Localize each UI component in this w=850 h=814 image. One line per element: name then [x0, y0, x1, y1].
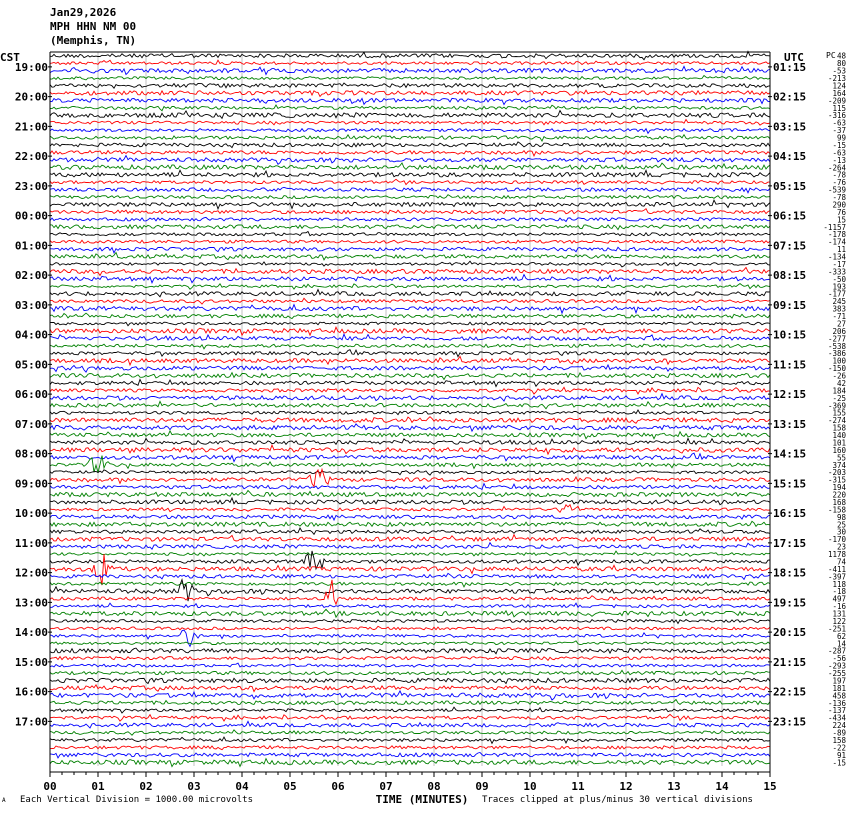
- seismic-trace: [50, 298, 770, 304]
- trace-value: -76: [832, 178, 846, 188]
- utc-hour-label: 21:15: [773, 655, 807, 669]
- trace-value: 100: [832, 356, 846, 366]
- trace-value: 98: [836, 512, 846, 522]
- utc-hour-label: 01:15: [773, 60, 807, 74]
- trace-value: -178: [827, 230, 846, 240]
- seismic-trace: [50, 90, 770, 96]
- seismic-trace: [50, 179, 770, 184]
- trace-value: -15: [832, 758, 846, 768]
- seismic-trace: [50, 290, 770, 297]
- trace-value: 30: [836, 527, 846, 537]
- cst-hour-label: 03:00: [14, 298, 48, 312]
- seismic-trace: [50, 417, 770, 424]
- seismic-trace: [50, 619, 770, 623]
- seismic-trace: [50, 76, 770, 80]
- trace-value: -287: [827, 646, 846, 656]
- seismic-trace: [50, 239, 770, 243]
- seismic-trace: [50, 528, 770, 534]
- trace-value: -63: [832, 118, 846, 128]
- seismic-trace: [50, 225, 770, 230]
- seismic-trace: [50, 394, 770, 401]
- utc-hour-label: 08:15: [773, 269, 807, 283]
- seismic-trace: [50, 641, 770, 645]
- trace-value: -89: [832, 728, 846, 738]
- seismic-trace: [50, 322, 770, 326]
- utc-hour-label: 12:15: [773, 388, 807, 402]
- cst-hour-label: 12:00: [14, 566, 48, 580]
- scale-note: Each Vertical Division = 1000.00 microvolts: [20, 795, 253, 805]
- trace-value: -264: [827, 163, 846, 173]
- seismic-trace: [50, 135, 770, 141]
- trace-value: -37: [832, 126, 846, 136]
- seismic-trace: [50, 313, 770, 318]
- seismic-trace: [50, 551, 770, 556]
- trace-value: -177: [827, 289, 846, 299]
- trace-value: 42: [836, 378, 846, 388]
- seismic-trace: [50, 730, 770, 735]
- seismic-trace: [50, 111, 770, 119]
- utc-hour-label: 03:15: [773, 120, 807, 134]
- seismic-trace: [50, 445, 770, 454]
- header-location: (Memphis, TN): [50, 34, 137, 47]
- trace-value: 160: [832, 445, 846, 455]
- trace-value: -170: [827, 535, 846, 545]
- cst-hour-labels: [15, 61, 52, 729]
- seismic-trace: [50, 678, 770, 683]
- seismic-trace: [50, 327, 770, 335]
- utc-hour-label: 20:15: [773, 626, 807, 640]
- seismic-trace: [50, 505, 770, 513]
- seismic-trace: [50, 209, 770, 214]
- seismic-trace: [50, 151, 770, 156]
- trace-value: -18: [832, 587, 846, 597]
- cst-hour-label: 00:00: [14, 209, 48, 223]
- trace-value: -539: [827, 185, 846, 195]
- utc-hour-labels: [768, 61, 806, 729]
- trace-value: 374: [832, 460, 846, 470]
- cst-hour-label: 06:00: [14, 388, 48, 402]
- left-axis-label: CST: [0, 51, 20, 64]
- trace-value: 99: [836, 133, 846, 143]
- header-station: MPH HHN NM 00: [50, 20, 137, 33]
- trace-value: -150: [827, 364, 846, 374]
- seismic-trace: [50, 379, 770, 386]
- cst-hour-label: 01:00: [14, 239, 48, 253]
- trace-value: -56: [832, 654, 846, 664]
- trace-value: -17: [832, 259, 846, 269]
- trace-value: 118: [832, 579, 846, 589]
- trace-value: -293: [827, 661, 846, 671]
- x-axis-label: TIME (MINUTES): [375, 793, 469, 806]
- seismic-trace: [50, 714, 770, 721]
- cst-hour-label: 20:00: [14, 90, 48, 104]
- utc-hour-label: 19:15: [773, 596, 807, 610]
- clip-note: Traces clipped at plus/minus 30 vertical divisions: [482, 795, 753, 805]
- seismic-trace: [50, 373, 770, 380]
- trace-value: -209: [827, 96, 846, 106]
- trace-value: -316: [827, 111, 846, 121]
- seismic-trace: [50, 603, 770, 607]
- x-tick-label: 12: [619, 780, 633, 793]
- trace-value: -369: [827, 401, 846, 411]
- cst-hour-label: 15:00: [14, 655, 48, 669]
- trace-value: 245: [832, 297, 846, 307]
- chart-frame: [50, 52, 770, 777]
- seismic-trace: [50, 691, 770, 700]
- trace-value: 206: [832, 326, 846, 336]
- trace-value: 168: [832, 497, 846, 507]
- trace-value: 155: [832, 408, 846, 418]
- x-tick-label: 10: [523, 780, 537, 793]
- seismic-trace: [50, 83, 770, 88]
- utc-hour-label: 23:15: [773, 715, 807, 729]
- trace-value: 383: [832, 304, 846, 314]
- seismic-trace: [50, 267, 770, 275]
- trace-value: 458: [832, 691, 846, 701]
- cst-hour-label: 09:00: [14, 477, 48, 491]
- seismic-trace: [50, 431, 770, 439]
- trace-value: 115: [832, 103, 846, 113]
- trace-value: -174: [827, 237, 846, 247]
- seismic-trace: [50, 247, 770, 253]
- utc-hour-label: 13:15: [773, 417, 807, 431]
- utc-hour-label: 17:15: [773, 536, 807, 550]
- trace-value: -333: [827, 267, 846, 277]
- cst-hour-label: 23:00: [14, 179, 48, 193]
- cst-hour-label: 08:00: [14, 447, 48, 461]
- seismic-trace: [50, 759, 770, 767]
- trace-value: -15: [832, 140, 846, 150]
- x-axis-ticks: [43, 780, 776, 793]
- seismic-trace: [50, 685, 770, 692]
- seismic-trace: [50, 484, 770, 490]
- trace-value: 158: [832, 423, 846, 433]
- cst-hour-label: 13:00: [14, 596, 48, 610]
- trace-value: 497: [832, 594, 846, 604]
- seismic-trace: [50, 663, 770, 667]
- trace-value: 48: [836, 51, 846, 61]
- trace-value: -277: [827, 334, 846, 344]
- trace-value: -434: [827, 713, 846, 723]
- trace-value: -251: [827, 624, 846, 634]
- seismic-trace: [50, 515, 770, 520]
- cst-hour-label: 19:00: [14, 60, 48, 74]
- seismic-trace: [50, 170, 770, 177]
- x-tick-label: 06: [331, 780, 345, 793]
- seismic-trace: [50, 707, 770, 713]
- right-axis-label: UTC: [784, 51, 804, 64]
- trace-value: 15: [836, 215, 846, 225]
- trace-value: 158: [832, 735, 846, 745]
- trace-value: 224: [832, 721, 846, 731]
- seismic-trace: [50, 582, 770, 587]
- x-tick-label: 15: [763, 780, 777, 793]
- seismic-trace: [50, 401, 770, 408]
- cst-hour-label: 05:00: [14, 358, 48, 372]
- trace-value: 101: [832, 438, 846, 448]
- trace-value: -53: [832, 66, 846, 76]
- seismic-trace: [50, 350, 770, 357]
- cst-hour-label: 22:00: [14, 150, 48, 164]
- x-tick-label: 07: [379, 780, 393, 793]
- trace-value: 11: [836, 245, 846, 255]
- trace-value: 193: [832, 282, 846, 292]
- trace-value: 23: [836, 542, 846, 552]
- utc-hour-label: 22:15: [773, 685, 807, 699]
- trace-value: 122: [832, 616, 846, 626]
- utc-hour-label: 07:15: [773, 239, 807, 253]
- seismic-trace: [50, 410, 770, 415]
- seismic-trace: [50, 657, 770, 661]
- utc-hour-label: 15:15: [773, 477, 807, 491]
- seismic-trace: [50, 721, 770, 728]
- seismic-trace: [50, 648, 770, 654]
- trace-value: 220: [832, 490, 846, 500]
- cst-hour-label: 04:00: [14, 328, 48, 342]
- trace-value: -274: [827, 416, 846, 426]
- x-tick-label: 13: [667, 780, 681, 793]
- seismic-trace: [50, 163, 770, 170]
- trace-value: 181: [832, 683, 846, 693]
- trace-value: -411: [827, 564, 846, 574]
- seismic-trace: [50, 142, 770, 148]
- trace-value: -13: [832, 155, 846, 165]
- seismic-trace: [50, 543, 770, 550]
- trace-value: 91: [836, 750, 846, 760]
- cst-hour-label: 07:00: [14, 417, 48, 431]
- seismic-trace: [50, 253, 770, 260]
- trace-value: 76: [836, 207, 846, 217]
- seismic-trace: [50, 737, 770, 743]
- utc-hour-label: 05:15: [773, 179, 807, 193]
- seismic-trace: [50, 521, 770, 526]
- cst-hour-label: 10:00: [14, 507, 48, 521]
- trace-value: 140: [832, 431, 846, 441]
- seismic-trace: [50, 120, 770, 126]
- cst-hour-label: 11:00: [14, 536, 48, 550]
- trace-group: [50, 51, 770, 766]
- trace-value: -26: [832, 371, 846, 381]
- seismic-trace: [50, 453, 770, 462]
- seismic-trace: [50, 261, 770, 267]
- seismic-trace: [50, 438, 770, 444]
- trace-value: -134: [827, 252, 846, 262]
- x-tick-label: 05: [283, 780, 297, 793]
- trace-value: -22: [832, 743, 846, 753]
- trace-value: 27: [836, 319, 846, 329]
- seismic-trace: [50, 66, 770, 74]
- utc-hour-label: 11:15: [773, 358, 807, 372]
- trace-value: 124: [832, 81, 846, 91]
- seismic-trace: [50, 753, 770, 758]
- trace-value: -158: [827, 505, 846, 515]
- x-tick-label: 01: [91, 780, 105, 793]
- seismic-trace: [50, 305, 770, 314]
- seismic-trace: [50, 535, 770, 542]
- trace-value: 1178: [827, 550, 846, 560]
- trace-value: -315: [827, 475, 846, 485]
- trace-value: 194: [832, 483, 846, 493]
- trace-value: 74: [836, 557, 846, 567]
- trace-value: -78: [832, 170, 846, 180]
- seismic-trace: [50, 365, 770, 372]
- trace-value: -1157: [823, 222, 846, 232]
- x-tick-label: 08: [427, 780, 441, 793]
- trace-value: -63: [832, 148, 846, 158]
- trace-value: -136: [827, 698, 846, 708]
- seismic-trace: [50, 284, 770, 290]
- utc-hour-label: 14:15: [773, 447, 807, 461]
- seismic-trace: [50, 626, 770, 630]
- cst-hour-label: 14:00: [14, 626, 48, 640]
- trace-value: 14: [836, 639, 846, 649]
- trace-value: -386: [827, 349, 846, 359]
- cst-hour-label: 02:00: [14, 269, 48, 283]
- trace-value-labels: [823, 52, 846, 768]
- corner-mark: A: [2, 797, 6, 804]
- seismic-trace: [50, 200, 770, 209]
- trace-value: -203: [827, 468, 846, 478]
- cst-hour-label: 17:00: [14, 715, 48, 729]
- trace-value: 62: [836, 631, 846, 641]
- seismic-trace: [50, 51, 770, 59]
- seismic-trace: [50, 424, 770, 431]
- utc-hour-label: 18:15: [773, 566, 807, 580]
- trace-value: 184: [832, 386, 846, 396]
- seismic-trace: [50, 187, 770, 193]
- seismic-trace: [50, 60, 770, 64]
- seismic-trace: [50, 356, 770, 365]
- seismic-trace: [50, 344, 770, 349]
- trace-value: -538: [827, 341, 846, 351]
- seismic-trace: [50, 129, 770, 134]
- trace-value: 131: [832, 609, 846, 619]
- trace-value: -25: [832, 393, 846, 403]
- seismic-trace: [50, 554, 770, 585]
- trace-value: 55: [836, 453, 846, 463]
- cst-hour-label: 16:00: [14, 685, 48, 699]
- seismic-trace: [50, 573, 770, 579]
- x-tick-label: 14: [715, 780, 729, 793]
- utc-hour-label: 16:15: [773, 507, 807, 521]
- seismic-trace: [50, 217, 770, 221]
- seismic-trace: [50, 700, 770, 705]
- seismic-trace: [50, 195, 770, 199]
- trace-value: -137: [827, 706, 846, 716]
- x-tick-label: 11: [571, 780, 585, 793]
- trace-value: 290: [832, 200, 846, 210]
- seismic-trace: [50, 670, 770, 674]
- trace-value: -16: [832, 602, 846, 612]
- trace-value: -78: [832, 193, 846, 203]
- trace-value: 25: [836, 520, 846, 530]
- trace-value: -50: [832, 274, 846, 284]
- x-tick-label: 04: [235, 780, 249, 793]
- seismic-trace: [50, 232, 770, 236]
- utc-hour-label: 06:15: [773, 209, 807, 223]
- utc-hour-label: 10:15: [773, 328, 807, 342]
- header-date: Jan29,2026: [50, 6, 117, 19]
- utc-hour-label: 02:15: [773, 90, 807, 104]
- seismic-trace: [50, 334, 770, 340]
- trace-value: -71: [832, 312, 846, 322]
- seismic-trace: [50, 609, 770, 617]
- trace-value: 80: [836, 59, 846, 69]
- seismic-trace: [50, 491, 770, 497]
- seismic-trace: [50, 498, 770, 505]
- x-tick-label: 03: [187, 780, 201, 793]
- utc-hour-label: 04:15: [773, 150, 807, 164]
- trace-value: -255: [827, 669, 846, 679]
- trace-value: 164: [832, 88, 846, 98]
- seismic-trace: [50, 105, 770, 111]
- trace-value: -213: [827, 74, 846, 84]
- seismic-trace: [50, 746, 770, 750]
- seismic-trace: [50, 470, 770, 475]
- cst-hour-label: 21:00: [14, 120, 48, 134]
- utc-hour-label: 09:15: [773, 298, 807, 312]
- trace-value: -397: [827, 572, 846, 582]
- trace-value: 197: [832, 676, 846, 686]
- right-extra-label: PC: [826, 51, 836, 60]
- x-tick-label: 09: [475, 780, 489, 793]
- x-tick-label: 00: [43, 780, 57, 793]
- seismic-trace: [50, 98, 770, 104]
- seismic-trace: [50, 275, 770, 283]
- x-tick-label: 02: [139, 780, 153, 793]
